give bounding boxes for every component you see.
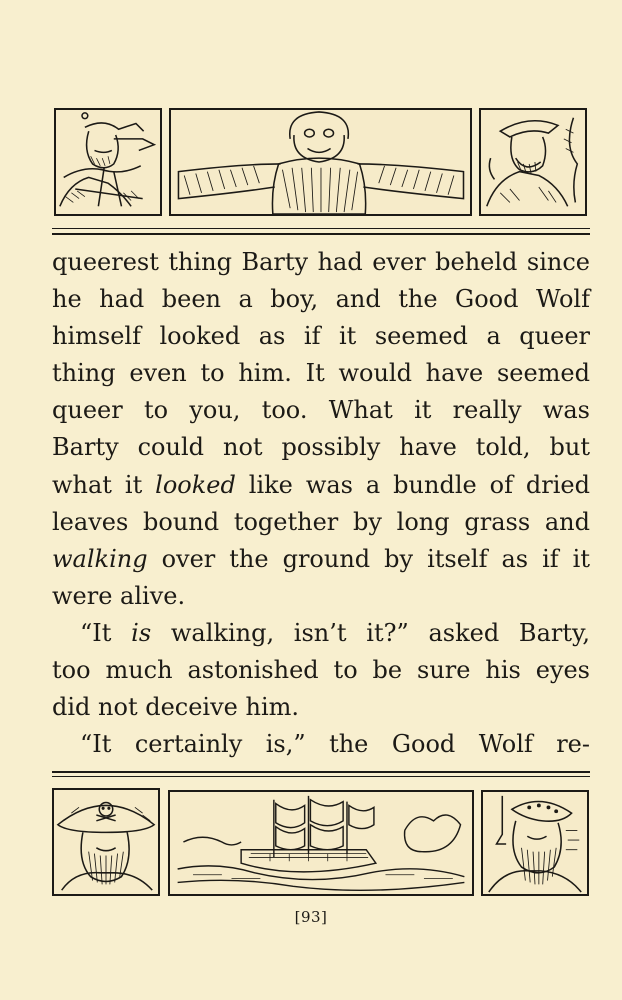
bottom-rule-thick xyxy=(52,771,590,773)
text-line xyxy=(52,615,590,652)
text-line xyxy=(52,504,590,541)
page-number: [93] xyxy=(294,908,328,926)
text-run: “It xyxy=(80,618,132,647)
bottom-rule-thin xyxy=(52,776,590,777)
text-run: thing even to him. It would have seemed xyxy=(52,359,590,388)
text-line xyxy=(52,726,590,763)
top-left-illustration-sailor xyxy=(54,108,162,216)
bottom-center-illustration-ship xyxy=(168,790,474,896)
top-rule-thick xyxy=(52,233,590,235)
top-right-illustration-pirate xyxy=(479,108,587,216)
text-run: what it xyxy=(52,470,156,499)
text-run: queer to you, too. What it really was xyxy=(52,396,590,425)
text-line xyxy=(52,652,590,689)
text-run: too much astonished to be sure his eyes xyxy=(52,656,590,685)
top-rule-thin xyxy=(52,228,590,229)
text-line xyxy=(52,541,590,578)
text-line xyxy=(52,689,590,726)
text-line xyxy=(52,429,590,466)
italic-word: walking xyxy=(52,544,148,573)
text-run: did not deceive him. xyxy=(52,693,300,722)
text-run: queerest thing Barty had ever beheld since xyxy=(52,248,590,276)
text-run: Barty could not possibly have told, but xyxy=(52,433,590,462)
text-run: himself looked as if it seemed a queer xyxy=(52,322,590,351)
italic-word: looked xyxy=(155,470,236,499)
text-run: “It certainly is,” the Good Wolf re- xyxy=(80,730,590,759)
text-line xyxy=(52,318,590,355)
text-run: leaves bound together by long grass and xyxy=(52,507,590,536)
text-run: he had been a boy, and the Good Wolf xyxy=(52,285,590,314)
text-run: over the ground by itself as if it xyxy=(147,544,590,573)
top-center-illustration-monkey xyxy=(169,108,472,216)
text-line xyxy=(52,244,590,281)
bottom-right-illustration-pirate-pistol xyxy=(481,790,589,896)
text-run: were alive. xyxy=(52,581,186,610)
text-line xyxy=(52,467,590,504)
text-line xyxy=(52,355,590,392)
body-text xyxy=(52,244,590,763)
bottom-left-illustration-pirate-skull-hat xyxy=(52,788,160,896)
text-run: walking, isn’t it?” asked Barty, xyxy=(151,618,590,647)
text-line xyxy=(52,281,590,318)
italic-word: is xyxy=(131,618,152,647)
text-run: like was a bundle of dried xyxy=(235,470,590,499)
text-line xyxy=(52,578,590,615)
text-line xyxy=(52,392,590,429)
